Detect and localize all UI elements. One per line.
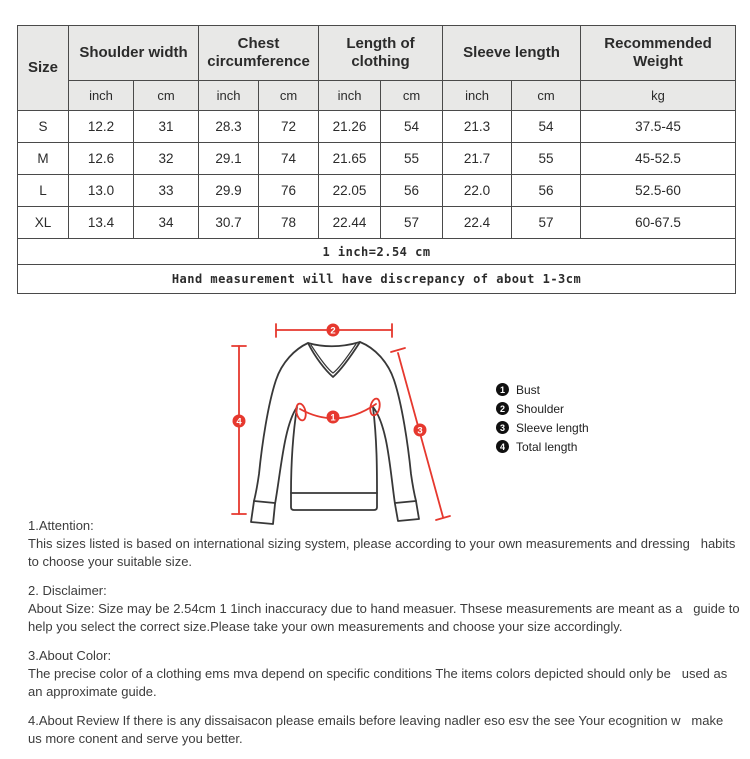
note-hand-measurement: Hand measurement will have discrepancy of about 1-3cm: [18, 265, 736, 294]
section-about-color: [28, 647, 740, 701]
size-label: XL: [18, 207, 69, 239]
cell: 34: [134, 207, 199, 239]
section-body: About Size: Size may be 2.54cm 1 1inch inaccuracy due to hand measuer. Thsese measurements are meant as a guide to help you select the correct size.Please take your own measurements and choose your size accordingly.: [28, 601, 744, 634]
cell: 55: [512, 143, 581, 175]
header-recommended-weight: Recommended Weight: [581, 26, 736, 81]
legend-number-badge: 1: [496, 383, 509, 396]
cell: 45-52.5: [581, 143, 736, 175]
unit-cell: inch: [69, 81, 134, 111]
unit-cell: cm: [259, 81, 319, 111]
unit-cell: kg: [581, 81, 736, 111]
legend-number-badge: 4: [496, 440, 509, 453]
section-body: This sizes listed is based on international sizing system, please according to your own measurements and dressing habits to choose your suitable size.: [28, 536, 740, 569]
notes-block: [28, 517, 744, 759]
size-chart-table: [17, 25, 736, 294]
marker-bust-number: 1: [330, 412, 336, 424]
cell: 54: [381, 111, 443, 143]
cell: 33: [134, 175, 199, 207]
section-attention: [28, 517, 740, 571]
cell: 29.9: [199, 175, 259, 207]
header-size: Size: [18, 26, 69, 111]
table-units-row: [18, 81, 736, 111]
cell: 21.7: [443, 143, 512, 175]
table-note-row-inch: [18, 239, 736, 265]
cell: 28.3: [199, 111, 259, 143]
cell: 52.5-60: [581, 175, 736, 207]
cell: 56: [512, 175, 581, 207]
legend-label: Sleeve length: [516, 420, 589, 435]
cell: 12.2: [69, 111, 134, 143]
header-chest-circumference: Chest circumference: [199, 26, 319, 81]
cell: 12.6: [69, 143, 134, 175]
table-header-row: [18, 26, 736, 81]
table-row-m: [18, 143, 736, 175]
header-shoulder-width: Shoulder width: [69, 26, 199, 81]
section-body: The precise color of a clothing ems mva depend on specific conditions The items colors depicted should only be used as an approximate guide.: [28, 666, 731, 699]
section-body: 4.About Review If there is any dissaisacon please emails before leaving nadler eso esv the see Your ecognition w make us more conent and serve you better.: [28, 713, 727, 746]
legend-label: Shoulder: [516, 401, 565, 416]
cell: 31: [134, 111, 199, 143]
section-title: 3.About Color:: [28, 648, 112, 663]
section-disclaimer: [28, 582, 744, 636]
cell: 13.4: [69, 207, 134, 239]
cell: 22.44: [319, 207, 381, 239]
sweater-measurement-diagram: [0, 312, 750, 542]
section-title: 1.Attention:: [28, 518, 94, 533]
cell: 37.5-45: [581, 111, 736, 143]
cell: 21.65: [319, 143, 381, 175]
cell: 57: [381, 207, 443, 239]
cell: 56: [381, 175, 443, 207]
cell: 74: [259, 143, 319, 175]
cell: 21.26: [319, 111, 381, 143]
measurement-legend: [496, 380, 589, 456]
unit-cell: cm: [134, 81, 199, 111]
cell: 22.4: [443, 207, 512, 239]
marker-total-length-number: 4: [236, 416, 242, 428]
cell: 72: [259, 111, 319, 143]
size-label: S: [18, 111, 69, 143]
note-inch-conversion: 1 inch=2.54 cm: [18, 239, 736, 265]
section-title: 2. Disclaimer:: [28, 583, 107, 598]
cell: 30.7: [199, 207, 259, 239]
table-row-l: [18, 175, 736, 207]
cell: 13.0: [69, 175, 134, 207]
cell: 32: [134, 143, 199, 175]
unit-cell: inch: [443, 81, 512, 111]
legend-label: Bust: [516, 382, 541, 397]
cell: 22.0: [443, 175, 512, 207]
size-label: M: [18, 143, 69, 175]
legend-item-sleeve-length: [496, 418, 589, 437]
cell: 22.05: [319, 175, 381, 207]
sweater-outline: [251, 342, 419, 524]
cell: 78: [259, 207, 319, 239]
unit-cell: inch: [319, 81, 381, 111]
total-length-measure-line: [232, 346, 246, 514]
unit-cell: cm: [512, 81, 581, 111]
cell: 76: [259, 175, 319, 207]
legend-item-bust: [496, 380, 589, 399]
header-sleeve-length: Sleeve length: [443, 26, 581, 81]
section-about-review: [28, 712, 740, 748]
unit-cell: cm: [381, 81, 443, 111]
cell: 55: [381, 143, 443, 175]
legend-number-badge: 3: [496, 421, 509, 434]
cell: 21.3: [443, 111, 512, 143]
cell: 29.1: [199, 143, 259, 175]
header-length-of-clothing: Length of clothing: [319, 26, 443, 81]
legend-number-badge: 2: [496, 402, 509, 415]
size-label: L: [18, 175, 69, 207]
marker-sleeve-number: 3: [417, 425, 423, 437]
marker-shoulder-number: 2: [330, 325, 336, 337]
cell: 60-67.5: [581, 207, 736, 239]
cell: 54: [512, 111, 581, 143]
legend-item-shoulder: [496, 399, 589, 418]
unit-cell: inch: [199, 81, 259, 111]
table-note-row-measurement: [18, 265, 736, 294]
cell: 57: [512, 207, 581, 239]
table-row-s: [18, 111, 736, 143]
legend-label: Total length: [516, 439, 578, 454]
legend-item-total-length: [496, 437, 589, 456]
table-row-xl: [18, 207, 736, 239]
